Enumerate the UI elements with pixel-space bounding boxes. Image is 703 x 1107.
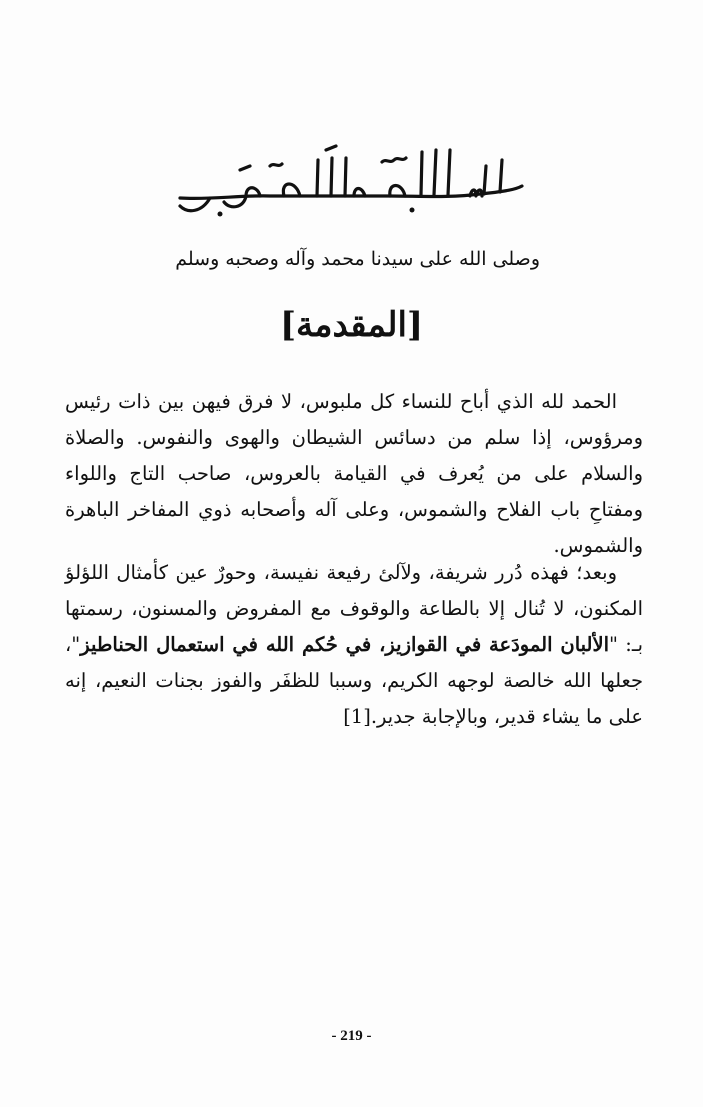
paragraph-1-text: الحمد لله الذي أباح للنساء كل ملبوس، لا فرق فيهن بين ذات رئيس ومرؤوس، إذا سلم من دسائس الشيطان والهوى والنفوس. والصلاة والسلام على من يُعرف في القيامة بالعروس، صاحب التاج واللواء ومفتاحِ باب الفلاح والشموس، وعلى آله وأصحابه ذوي المفاخر الباهرة والشموس. (65, 390, 643, 557)
introduction-paragraph-2 (65, 555, 643, 735)
introduction-paragraph-1 (65, 384, 643, 564)
book-title: الألبان المودَعة في القوازيز، في حُكم الله في استعمال الحناطيز (80, 633, 610, 656)
page-number: - 219 - (331, 1028, 372, 1044)
paragraph-2-opening: وبعد؛ فهذه دُرر شريفة، ولآلئ رفيعة نفيسة، وحورٌ عين كأمثال اللؤلؤ المكنون، لا تُنال إلا بالطاعة والوقوف مع المفروض والمسنون، رسمتها بـ: " (65, 561, 643, 656)
paragraph-2-closing: "، جعلها الله خالصة لوجهه الكريم، وسببا للظفَر والفوز بجنات النعيم، إنه على ما يشاء قدير، وبالإجابة جدير (65, 633, 643, 728)
paragraph-2-text (65, 555, 643, 735)
basmala-calligraphy-drawing (150, 140, 550, 220)
basmala-calligraphy (150, 140, 550, 220)
salutation-line: وصلى الله على سيدنا محمد وآله وصحبه وسلم (175, 248, 540, 270)
section-heading: [المقدمة] (279, 305, 424, 345)
footnote-reference[interactable]: .[1] (343, 705, 378, 728)
